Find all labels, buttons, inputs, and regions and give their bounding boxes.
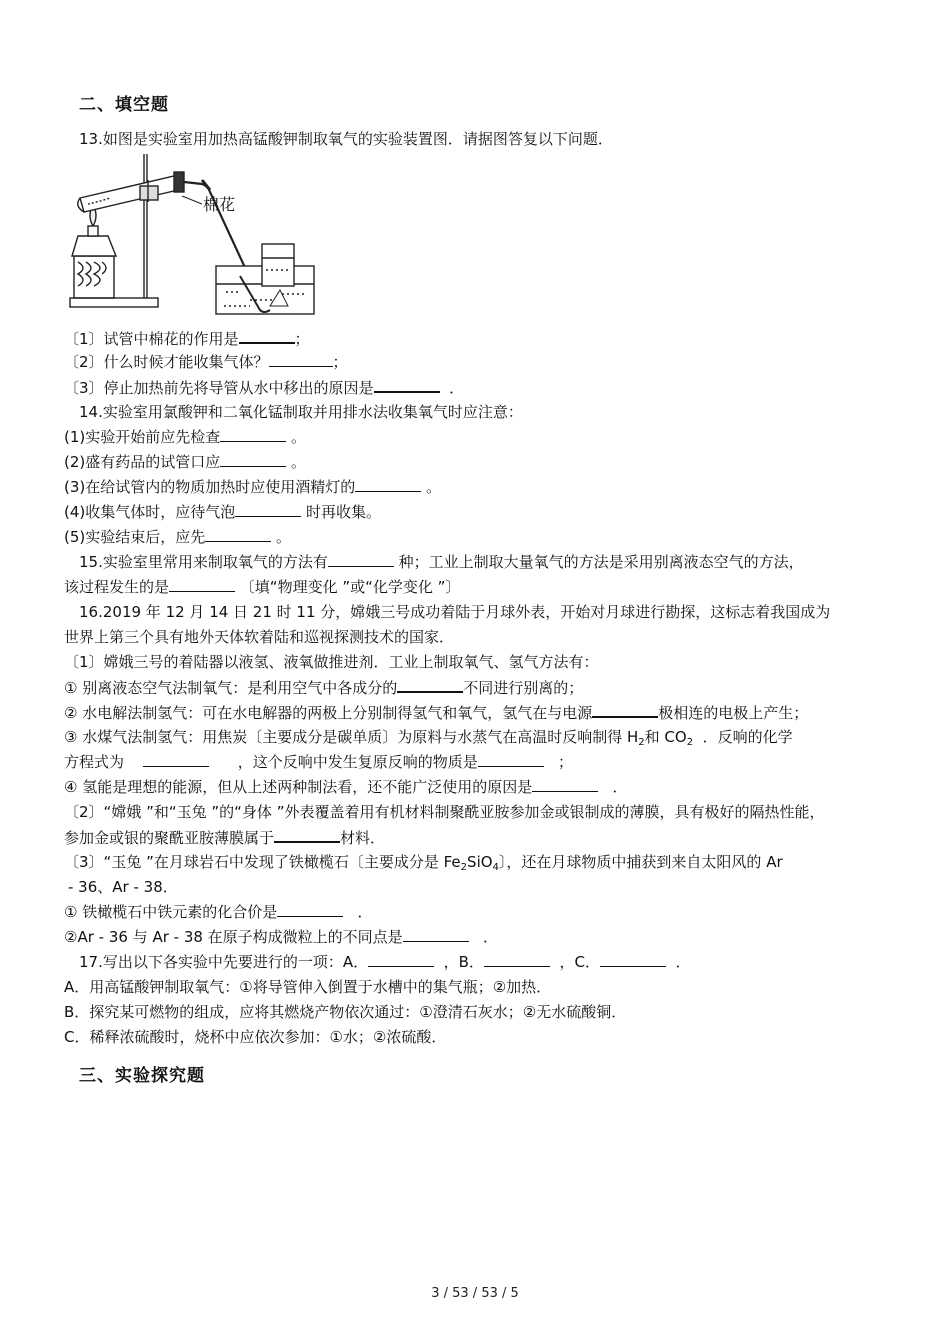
blank-13-1[interactable] [239, 328, 295, 344]
q17-line1: 17.写出以下各实验中先要进行的一项：A． ，B． ，C． ． [79, 953, 691, 971]
q17-line3: B．探究某可燃物的组成，应将其燃烧产物依次通过：①澄清石灰水；②无水硫酸铜． [64, 1003, 627, 1021]
q16-line2: 世界上第三个具有地外天体软着陆和巡视探测技术的国家． [64, 628, 455, 646]
q15-line1: 15.实验室里常用来制取氧气的方法有 种；工业上制取大量氧气的方法是采用别离液态空气的方法， [79, 553, 804, 571]
q14-item5: (5)实验结束后，应先 。 [64, 528, 292, 546]
blank-16-2[interactable] [592, 702, 658, 718]
blank-13-3[interactable] [374, 377, 440, 393]
blank-15-1[interactable] [328, 552, 394, 567]
blank-13-2[interactable] [269, 352, 333, 367]
q15-line2: 该过程发生的是 〔填“物理变化 ”或“化学变化 ”〕 [64, 578, 461, 596]
blank-14-2[interactable] [220, 452, 286, 467]
q17-line2: A．用高锰酸钾制取氧气：①将导管伸入倒置于水槽中的集气瓶；②加热． [64, 978, 552, 996]
q16-line8: ④ 氢能是理想的能源，但从上述两种制法看，还不能广泛使用的原因是 ． [64, 778, 628, 796]
blank-16-6[interactable] [274, 827, 340, 843]
blank-16-5[interactable] [532, 777, 598, 792]
q14-stem: 14.实验室用氯酸钾和二氧化锰制取并用排水法收集氧气时应注意： [79, 403, 523, 421]
blank-15-2[interactable] [169, 577, 235, 592]
test-tube [80, 176, 178, 212]
q16-line10: 参加金或银的聚酰亚胺薄膜属于 材料． [64, 829, 386, 847]
blank-14-5[interactable] [205, 527, 271, 542]
q13-stem: 13.如图是实验室用加热高锰酸钾制取氧气的实验装置图．请据图答复以下问题． [79, 130, 613, 148]
q14-item3: (3)在给试管内的物质加热时应使用酒精灯的 。 [64, 478, 442, 496]
blank-14-1[interactable] [220, 427, 286, 442]
section-title-experiment: 三、实验探究题 [79, 1066, 205, 1086]
q17-line4: C．稀释浓硫酸时，烧杯中应依次参加：①水；②浓硫酸． [64, 1028, 447, 1046]
water-trough-figure [210, 240, 320, 316]
q13-part1: 〔1〕试管中棉花的作用是 ； [64, 330, 310, 348]
page-number: 3 / 53 / 53 / 5 [431, 1286, 519, 1301]
blank-16-1[interactable] [397, 677, 463, 693]
blank-16-7[interactable] [277, 902, 343, 917]
q14-item2: (2)盛有药品的试管口应 。 [64, 453, 307, 471]
q13-part2: 〔2〕什么时候才能收集气体？ ； [64, 353, 348, 371]
blank-16-8[interactable] [403, 927, 469, 942]
alcohol-lamp [72, 236, 116, 256]
q13-part3: 〔3〕停止加热前先将导管从水中移出的原因是 ． [64, 379, 465, 397]
q16-line3: 〔1〕嫦娥三号的着陆器以液氢、液氧做推进剂．工业上制取氧气、氢气方法有： [64, 653, 599, 671]
q16-line7: 方程式为 ，这个反响中发生复原反响的物质是 ； [64, 753, 574, 771]
q14-item4: (4)收集气体时，应待气泡 时再收集。 [64, 503, 382, 521]
q16-line9: 〔2〕“嫦娥 ”和“玉兔 ”的“身体 ”外表覆盖着用有机材料制聚酰亚胺参加金或银制成的薄膜，具有极好的隔热性能， [64, 803, 825, 821]
q16-line13: ① 铁橄榄石中铁元素的化合价是 ． [64, 903, 373, 921]
clamp [140, 186, 158, 200]
blank-16-4[interactable] [478, 752, 544, 767]
q16-line5: ② 水电解法制氢气：可在水电解器的两极上分别制得氢气和氧气，氢气在与电源 极相连的电极上产生； [64, 704, 809, 722]
cotton-label: 棉花 [203, 195, 236, 214]
blank-17-a[interactable] [368, 952, 434, 967]
blank-16-3[interactable] [143, 752, 209, 767]
q16-line1: 16.2019 年 12 月 14 日 21 时 11 分，嫦娥三号成功着陆于月球外表，开始对月球进行勘探，这标志着我国成为 [79, 603, 831, 621]
blank-14-3[interactable] [355, 477, 421, 492]
q16-line11: 〔3〕“玉兔 ”在月球岩石中发现了铁橄榄石〔主要成分是 $Fe_2SiO_4$〕，还在月球物质中捕获到来自太阳风的 Ar [64, 853, 783, 873]
blank-14-4[interactable] [235, 502, 301, 517]
stand-base [70, 298, 158, 307]
blank-17-b[interactable] [484, 952, 550, 967]
q16-line12: - 36、Ar - 38． [68, 878, 178, 896]
blank-17-c[interactable] [600, 952, 666, 967]
section-title-fill-blank: 二、填空题 [79, 95, 169, 115]
stopper [174, 172, 184, 192]
q14-item1: (1)实验开始前应先检查 。 [64, 428, 307, 446]
q16-line14: ②Ar - 36 与 Ar - 38 在原子构成微粒上的不同点是 ． [64, 928, 499, 946]
q16-line6: ③ 水煤气法制氢气：用焦炭〔主要成分是碳单质〕为原料与水蒸气在高温时反响制得 $H_2$和 $CO_2$ ．反响的化学 [64, 728, 793, 748]
q16-line4: ① 别离液态空气法制氧气：是利用空气中各成分的 不同进行别离的； [64, 679, 584, 697]
gas-jar [262, 244, 294, 286]
